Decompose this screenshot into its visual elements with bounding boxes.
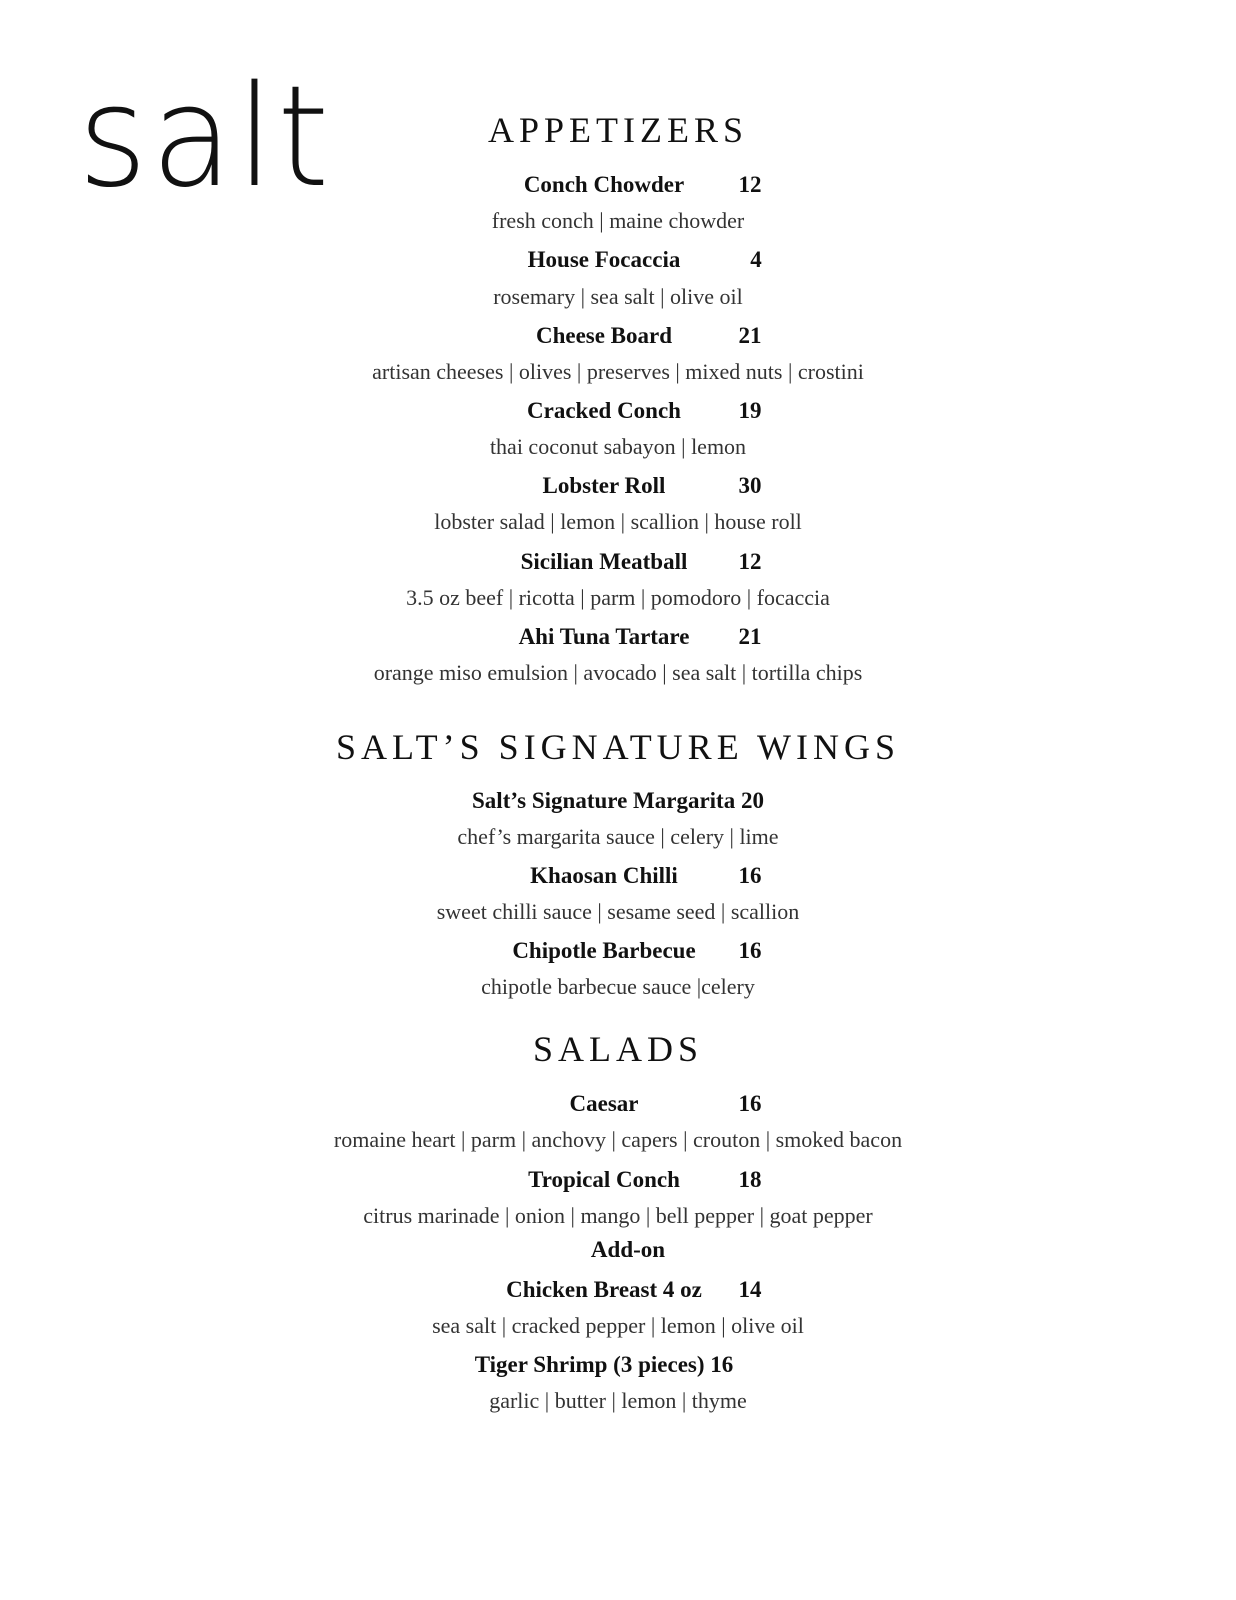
item-description: romaine heart | parm | anchovy | capers | crouton | smoked bacon [333,1127,903,1152]
item-description: chipotle barbecue sauce |celery [481,974,755,999]
item-price: 16 [738,863,762,888]
item-price: 12 [738,172,762,197]
item-price: 14 [738,1277,762,1302]
item-description: artisan cheeses | olives | preserves | mixed nuts | crostini [372,359,864,384]
item-name: Cheese Board [535,323,673,348]
menu-item-house-focaccia [0,245,1236,275]
item-name: Caesar [569,1091,639,1116]
item-price: 21 [738,323,762,348]
item-price: 19 [738,398,762,423]
item-description: sea salt | cracked pepper | lemon | olive oil [432,1313,804,1338]
menu-item-conch-chowder [0,170,1236,200]
item-name: Ahi Tuna Tartare [518,624,690,649]
item-description: garlic | butter | lemon | thyme [489,1388,747,1413]
menu-item-cracked-conch [0,396,1236,426]
menu-item-tiger-shrimp [0,1350,1236,1380]
item-description: citrus marinade | onion | mango | bell pepper | goat pepper [363,1203,873,1228]
menu-item-lobster-roll [0,471,1236,501]
item-name: Khaosan Chilli [530,863,678,888]
item-name: House Focaccia [527,247,681,272]
item-name: Lobster Roll [542,473,666,498]
item-description: thai coconut sabayon | lemon [489,434,747,459]
menu-item-signature-margarita [0,786,1236,816]
menu-item-cheese-board [0,321,1236,351]
item-price: 16 [738,1091,762,1116]
item-price: 12 [738,549,762,574]
section-title-salads: SALADS [532,1029,704,1069]
item-price: 18 [738,1167,762,1192]
item-description: lobster salad | lemon | scallion | house roll [434,509,802,534]
menu-item-chicken-breast [0,1275,1236,1305]
item-price: 30 [738,473,762,498]
item-description: fresh conch | maine chowder [491,208,745,233]
menu-item-caesar [0,1089,1236,1119]
item-description: rosemary | sea salt | olive oil [493,284,743,309]
item-name: Sicilian Meatball [520,549,688,574]
item-description: sweet chilli sauce | sesame seed | scallion [436,899,800,924]
item-name: Cracked Conch [527,398,681,423]
item-name: Chicken Breast 4 oz [506,1277,702,1302]
section-title-appetizers: APPETIZERS [487,110,749,150]
menu-item-chipotle-barbecue [0,936,1236,966]
item-description: orange miso emulsion | avocado | sea salt | tortilla chips [373,660,863,685]
menu-item-ahi-tuna-tartare [0,622,1236,652]
item-name: Conch Chowder [523,172,685,197]
item-name: Tiger Shrimp (3 pieces) 16 [474,1352,734,1377]
menu-item-sicilian-meatball [0,547,1236,577]
item-price: 16 [738,938,762,963]
menu-item-tropical-conch [0,1165,1236,1195]
section-title-wings: SALT’S SIGNATURE WINGS [335,727,901,767]
salt-logo: salt [78,56,334,219]
item-name: Salt’s Signature Margarita 20 [472,788,764,813]
item-name: Tropical Conch [528,1167,680,1192]
item-name: Chipotle Barbecue [512,938,696,963]
item-description: chef’s margarita sauce | celery | lime [457,824,779,849]
item-description: 3.5 oz beef | ricotta | parm | pomodoro | focaccia [406,585,830,610]
add-on-heading: Add-on [590,1237,666,1262]
item-price: 4 [750,247,762,272]
menu-item-khaosan-chilli [0,861,1236,891]
item-price: 21 [738,624,762,649]
